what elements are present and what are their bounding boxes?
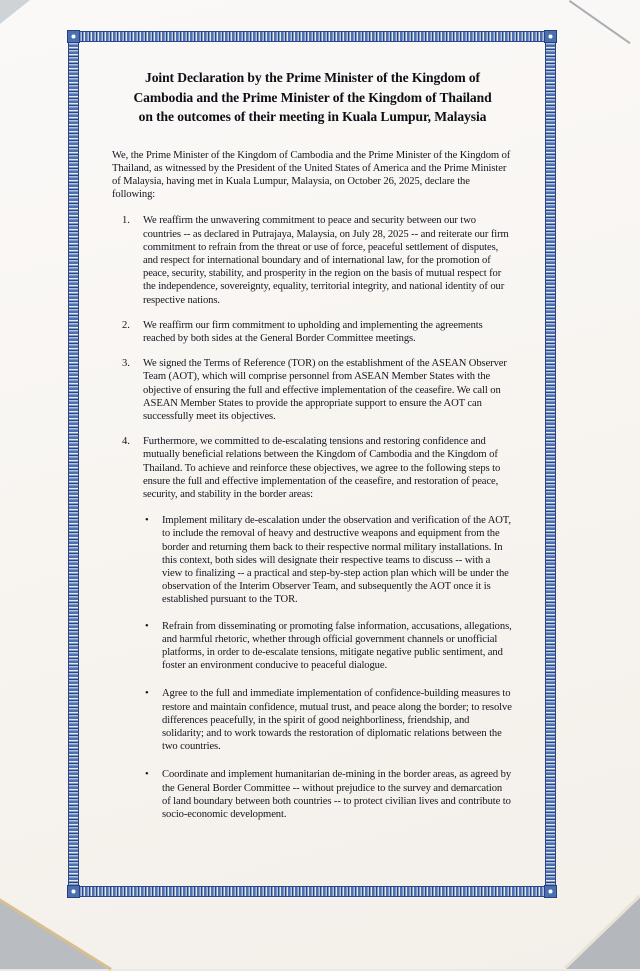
item-number: 1. xyxy=(122,215,130,227)
border-corner-ornament xyxy=(67,30,80,43)
bullet-text: Implement military de-escalation under the observation and verification of the AOT, to include the removal of heavy and destructive weapons and equipment from the border and returning them back to their respective normal military installations. In this context, both sides will designate their respective teams to discuss -- with a view to finalizing -- a practical and step-by-step action plan which will be under the observation of the Interim Observer Team, and subsequently the AOT once it is established pursuant to the TOR. xyxy=(162,515,511,606)
intro-paragraph: We, the Prime Minister of the Kingdom of Cambodia and the Prime Minister of the Kingdom of Thailand, as witnessed by the President of the United States of America and the Prime Minister of Malaysia, having met in Kuala Lumpur, Malaysia, on October 26, 2025, declare the following: xyxy=(112,149,511,201)
bullet-item xyxy=(145,687,513,753)
document-title xyxy=(112,68,513,127)
border-strip-left xyxy=(68,31,79,897)
bullet-marker: • xyxy=(145,620,149,632)
document-content xyxy=(112,42,513,821)
bullet-text: Coordinate and implement humanitarian de-mining in the border areas, as agreed by the General Border Committee -- without prejudice to the survey and demarcation of land boundary between both countries -- to protect civilian lives and contribute to socio-economic development. xyxy=(162,769,512,821)
numbered-list xyxy=(122,214,513,501)
border-corner-ornament xyxy=(544,30,557,43)
list-item xyxy=(122,319,513,345)
item-text: We reaffirm the unwavering commitment to peace and security between our two countries -- as declared in Putrajaya, Malaysia, on July 28, 2025 -- and reiterate our firm commitment to refrain from the threat or use of force, peaceful settlement of disputes, and respect for international boundary and of international law, for the promotion of peace, security, stability, and prosperity in the region on the basis of mutual respect for the independence, sovereignty, equality, territorial integrity, and national identity of our respective nations. xyxy=(143,215,509,306)
item-text: We reaffirm our firm commitment to upholding and implementing the agreements reached by both sides at the General Border Committee meetings. xyxy=(143,319,483,344)
border-strip-right xyxy=(545,31,556,897)
title-line: Cambodia and the Prime Minister of the Kingdom of Thailand xyxy=(133,89,492,105)
bullet-marker: • xyxy=(145,515,149,527)
title-line: on the outcomes of their meeting in Kuala Lumpur, Malaysia xyxy=(138,109,487,124)
list-item xyxy=(122,357,513,423)
list-item xyxy=(122,214,513,306)
bullet-marker: • xyxy=(145,688,149,700)
bullet-text: Refrain from disseminating or promoting false information, accusations, allegations, and harmful rhetoric, whether through official government channels or unofficial platforms, in order to de-escalate tensions, mitigate negative public sentiment, and foster an environment conducive to peaceful dialogue. xyxy=(162,620,512,672)
border-strip-bottom xyxy=(68,886,556,897)
bullet-item xyxy=(145,768,513,821)
border-corner-ornament xyxy=(544,885,557,898)
bullet-item xyxy=(145,620,513,673)
title-line: Joint Declaration by the Prime Minister of the Kingdom of xyxy=(145,70,480,85)
item-number: 3. xyxy=(122,358,130,370)
item-number: 2. xyxy=(122,319,130,331)
bullet-item xyxy=(145,514,513,606)
bullet-marker: • xyxy=(145,769,149,781)
item-text: Furthermore, we committed to de-escalating tensions and restoring confidence and mutually beneficial relations between the Kingdom of Cambodia and the Kingdom of Thailand. To achieve and reinforce these objectives, we agree to the following steps to ensure the full and effective implementation of the ceasefire, and restoration of peace, security, and stability in the border areas: xyxy=(143,436,501,500)
paper-corner-fold-top-left xyxy=(0,0,30,24)
item-text: We signed the Terms of Reference (TOR) on the establishment of the ASEAN Observer Team (AOT), which will comprise personnel from ASEAN Member States with the objective of ensuring the full and effective implementation of the ceasefire. We call on ASEAN Member States to provide the appropriate support to ensure the AOT can successfully meet its objectives. xyxy=(143,358,507,422)
border-corner-ornament xyxy=(67,885,80,898)
bullet-text: Agree to the full and immediate implementation of confidence-building measures to restore and maintain confidence, mutual trust, and peace along the border; to resolve differences peacefully, in the spirit of good neighborliness, friendship, and solidarity; and to work towards the restoration of diplomatic relations between the two countries. xyxy=(162,688,512,753)
list-item xyxy=(122,435,513,501)
item-number: 4. xyxy=(122,436,130,448)
border-strip-top xyxy=(68,31,556,42)
paper-crease-top-right xyxy=(569,0,631,44)
bullet-list xyxy=(145,514,513,821)
